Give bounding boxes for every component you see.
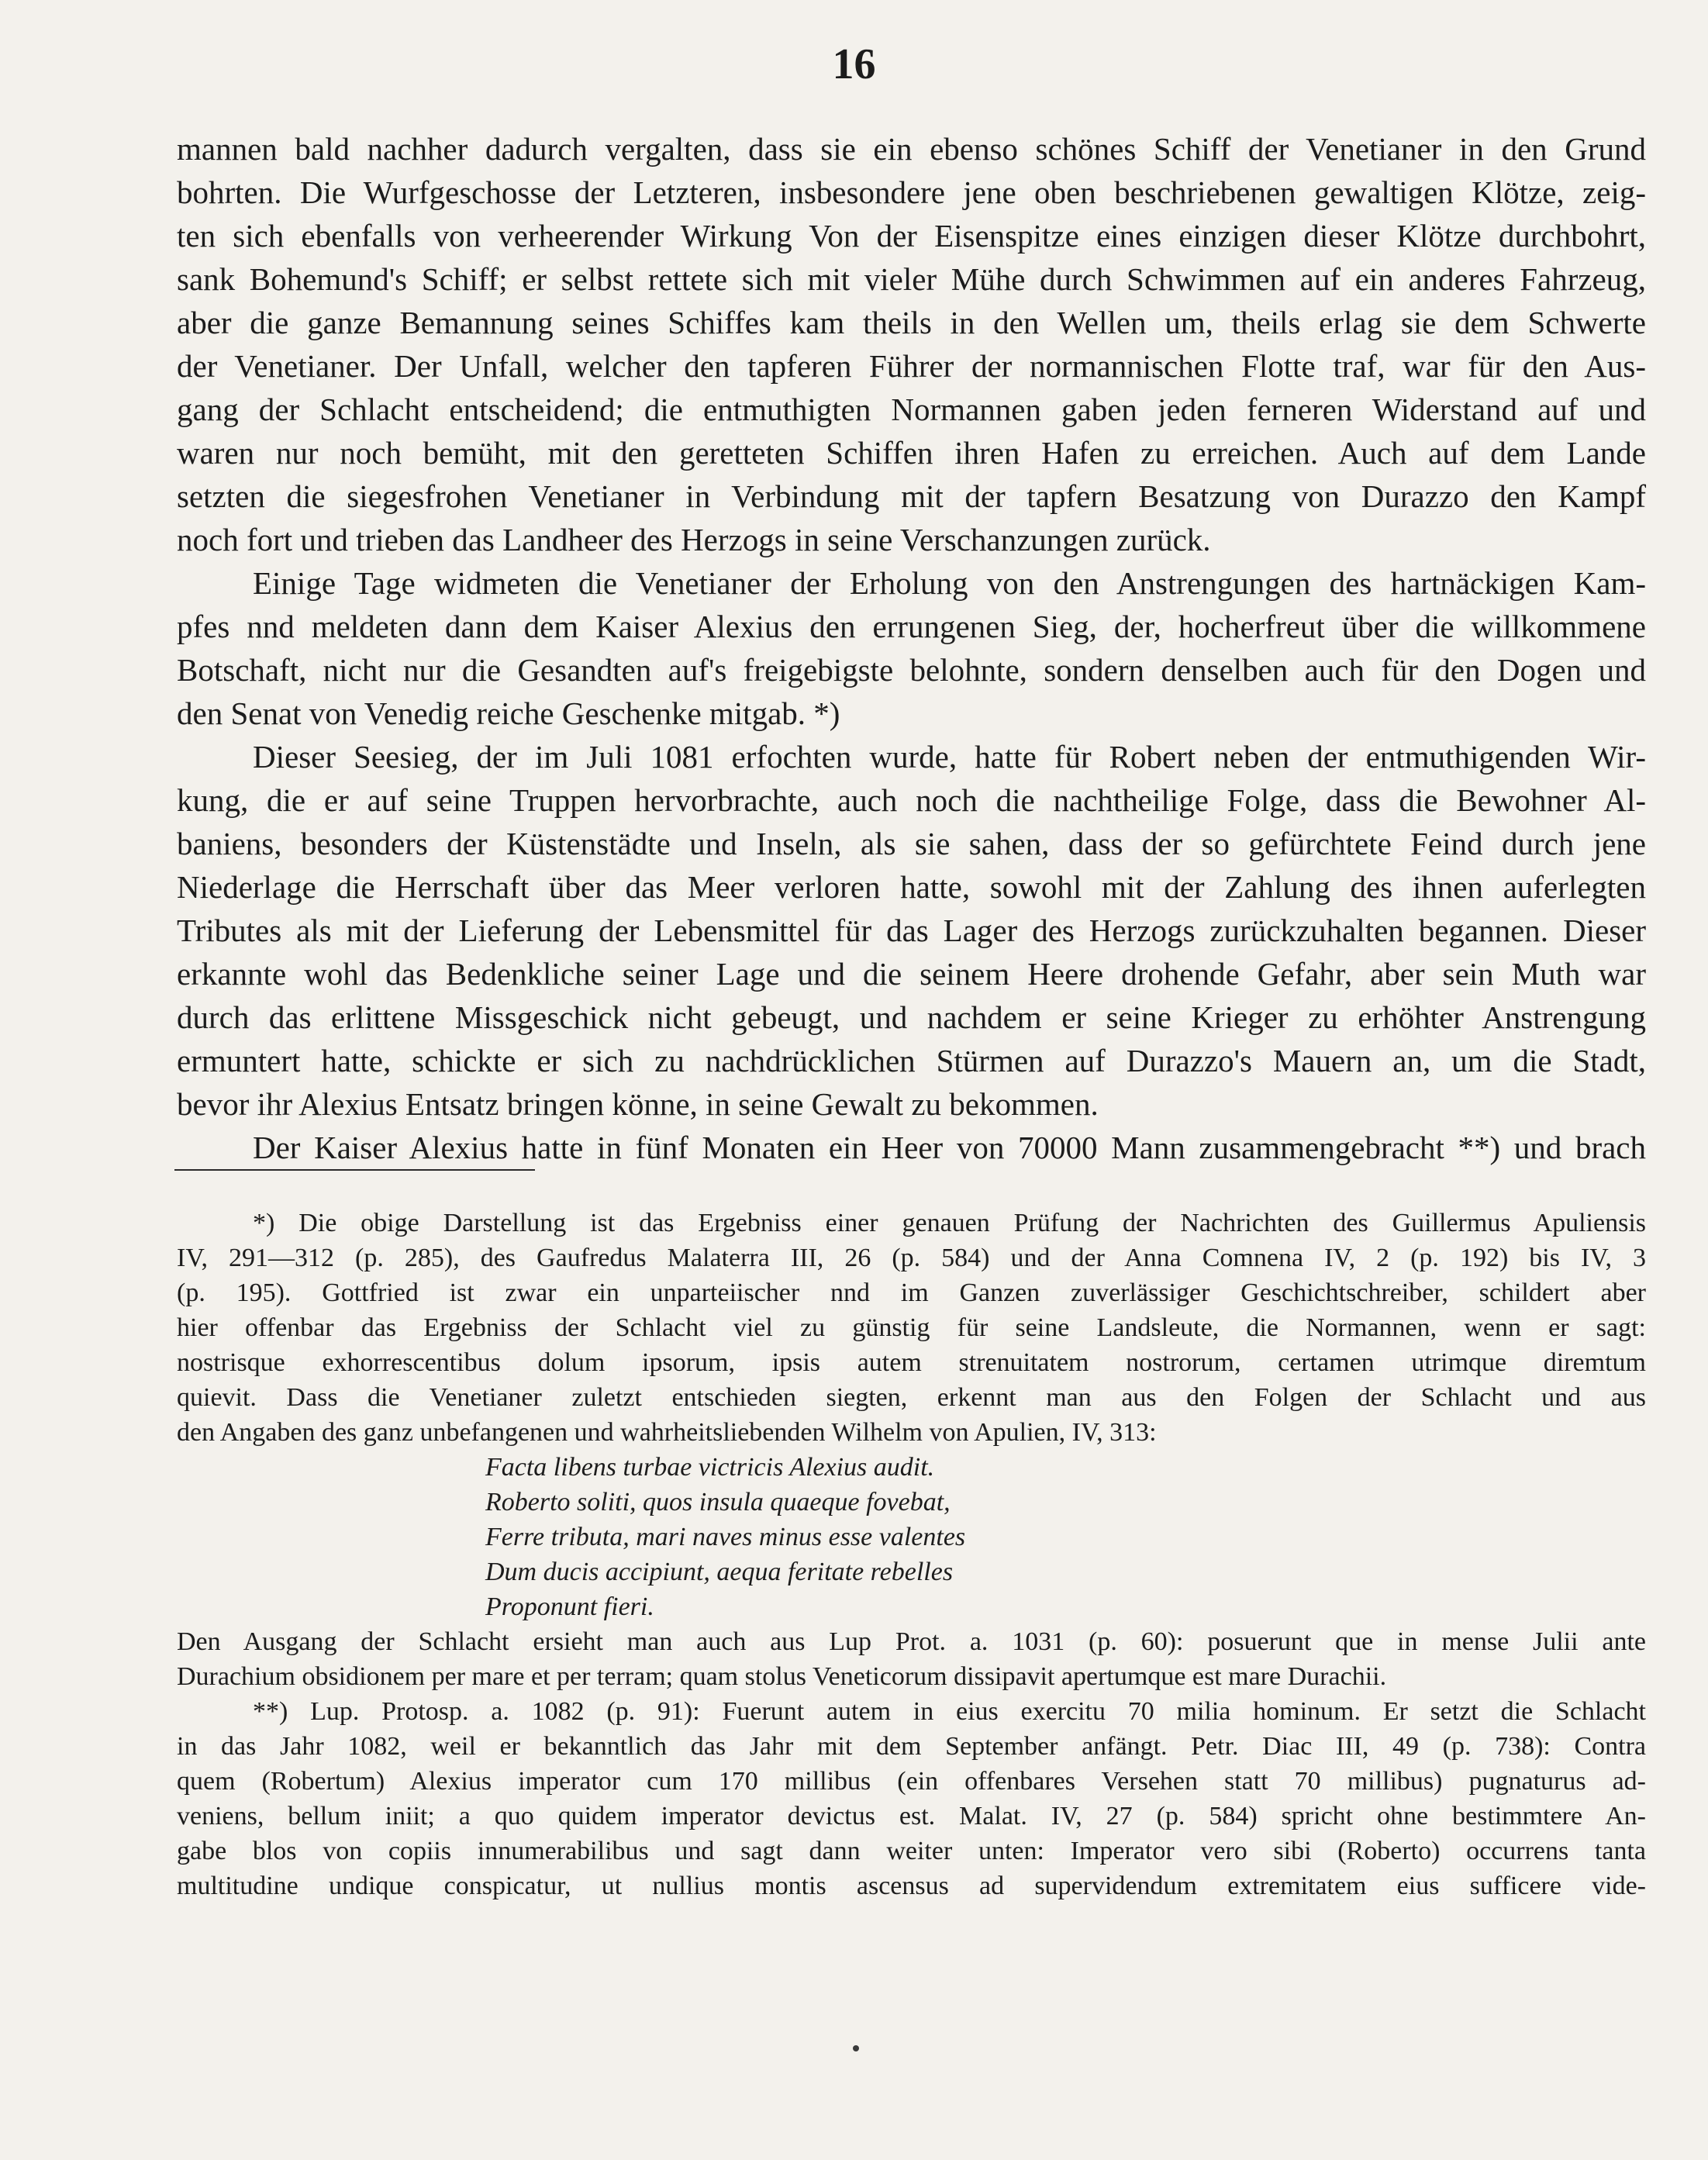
footnote-line: gabe blos von copiis innumerabilibus und sagt dann weiter unten: Imperator vero sibi (Roberto) occurrens tanta [177, 1837, 1646, 1865]
body-line: ermuntert hatte, schickte er sich zu nachdrücklichen Stürmen auf Durazzo's Mauern an, um die Stadt, [177, 1043, 1646, 1078]
page-number: 16 [832, 40, 876, 88]
verse-line: Roberto soliti, quos insula quaeque fovebat, [485, 1488, 951, 1516]
body-line: Dieser Seesieg, der im Juli 1081 erfochten wurde, hatte für Robert neben der entmuthigenden Wir- [253, 739, 1646, 775]
footnote-line: quem (Robertum) Alexius imperator cum 170 millibus (ein offenbares Versehen statt 70 millibus) pugnaturus ad- [177, 1767, 1646, 1796]
body-line: durch das erlittene Missgeschick nicht gebeugt, und nachdem er seine Krieger zu erhöhter Anstrengung [177, 999, 1646, 1035]
body-line: waren nur noch bemüht, mit den geretteten Schiffen ihren Hafen zu erreichen. Auch auf dem Lande [177, 435, 1646, 471]
ink-speck [853, 2045, 859, 2051]
body-line: gang der Schlacht entscheidend; die entmuthigten Normannen gaben jeden ferneren Widerstand auf und [177, 392, 1646, 427]
verse-line: Facta libens turbae victricis Alexius audit. [485, 1453, 935, 1482]
body-line: Botschaft, nicht nur die Gesandten auf's freigebigste belohnte, sondern denselben auch für den Dogen und [177, 652, 1646, 688]
body-line: Der Kaiser Alexius hatte in fünf Monaten ein Heer von 70000 Mann zusammengebracht **) und brach [253, 1130, 1646, 1165]
footnote-line: den Angaben des ganz unbefangenen und wahrheitsliebenden Wilhelm von Apulien, IV, 313: [177, 1418, 1157, 1447]
footnote-line: (p. 195). Gottfried ist zwar ein unparteiischer nnd im Ganzen zuverlässiger Geschichtschreiber, schildert aber [177, 1278, 1646, 1307]
footnote-line: in das Jahr 1082, weil er bekanntlich das Jahr mit dem September anfängt. Petr. Diac III, 49 (p. 738): Contra [177, 1732, 1646, 1761]
footnote-line: nostrisque exhorrescentibus dolum ipsorum, ipsis autem strenuitatem nostrorum, certamen utrimque diremtum [177, 1348, 1646, 1377]
body-line: erkannte wohl das Bedenkliche seiner Lage und die seinem Heere drohende Gefahr, aber sein Muth war [177, 956, 1646, 992]
body-line: bohrten. Die Wurfgeschosse der Letzteren, insbesondere jene oben beschriebenen gewaltigen Klötze, zeig- [177, 174, 1646, 210]
body-line: mannen bald nachher dadurch vergalten, dass sie ein ebenso schönes Schiff der Venetianer in den Grund [177, 131, 1646, 167]
body-line: der Venetianer. Der Unfall, welcher den tapferen Führer der normannischen Flotte traf, war für den Aus- [177, 348, 1646, 384]
footnote-line: Durachium obsidionem per mare et per terram; quam stolus Veneticorum dissipavit apertumque est mare Durachii. [177, 1662, 1387, 1691]
body-line: Einige Tage widmeten die Venetianer der Erholung von den Anstrengungen des hartnäckigen Kam- [253, 565, 1646, 601]
footnote-line: Den Ausgang der Schlacht ersieht man auch aus Lup Prot. a. 1031 (p. 60): posuerunt que in mense Julii ante [177, 1627, 1646, 1656]
footnote-line: IV, 291—312 (p. 285), des Gaufredus Malaterra III, 26 (p. 584) und der Anna Comnena IV, 2 (p. 192) bis IV, 3 [177, 1244, 1646, 1272]
footnote-line: hier offenbar das Ergebniss der Schlacht viel zu günstig für seine Landsleute, die Normannen, wenn er sagt: [177, 1313, 1646, 1342]
footnote-line: **) Lup. Protosp. a. 1082 (p. 91): Fuerunt autem in eius exercitu 70 milia hominum. Er setzt die Schlacht [253, 1697, 1646, 1726]
body-line: noch fort und trieben das Landheer des Herzogs in seine Verschanzungen zurück. [177, 522, 1211, 557]
body-line: kung, die er auf seine Truppen hervorbrachte, auch noch die nachtheilige Folge, dass die Bewohner Al- [177, 782, 1646, 818]
verse-line: Ferre tributa, mari naves minus esse valentes [485, 1523, 966, 1551]
body-line: setzten die siegesfrohen Venetianer in Verbindung mit der tapfern Besatzung von Durazzo den Kampf [177, 478, 1646, 514]
body-line: den Senat von Venedig reiche Geschenke mitgab. *) [177, 695, 840, 731]
footnote-line: quievit. Dass die Venetianer zuletzt entschieden siegten, erkennt man aus den Folgen der Schlacht und aus [177, 1383, 1646, 1412]
verse-line: Proponunt fieri. [485, 1592, 654, 1621]
body-line: bevor ihr Alexius Entsatz bringen könne, in seine Gewalt zu bekommen. [177, 1086, 1099, 1122]
footnote-separator [174, 1169, 535, 1171]
footnote-line: multitudine undique conspicatur, ut nullius montis ascensus ad supervidendum extremitatem eius sufficere vide- [177, 1872, 1646, 1900]
body-line: baniens, besonders der Küstenstädte und Inseln, als sie sahen, dass der so gefürchtete Feind durch jene [177, 826, 1646, 861]
body-line: sank Bohemund's Schiff; er selbst rettete sich mit vieler Mühe durch Schwimmen auf ein anderes Fahrzeug, [177, 261, 1646, 297]
body-line: aber die ganze Bemannung seines Schiffes kam theils in den Wellen um, theils erlag sie dem Schwerte [177, 305, 1646, 340]
body-line: Tributes als mit der Lieferung der Lebensmittel für das Lager des Herzogs zurückzuhalten begannen. Dieser [177, 913, 1646, 948]
body-line: ten sich ebenfalls von verheerender Wirkung Von der Eisenspitze eines einzigen dieser Klötze durchbohrt, [177, 218, 1646, 254]
body-line: Niederlage die Herrschaft über das Meer verloren hatte, sowohl mit der Zahlung des ihnen auferlegten [177, 869, 1646, 905]
footnote-line: *) Die obige Darstellung ist das Ergebniss einer genauen Prüfung der Nachrichten des Guillermus Apuliensis [253, 1209, 1646, 1237]
verse-line: Dum ducis accipiunt, aequa feritate rebelles [485, 1558, 954, 1586]
body-line: pfes nnd meldeten dann dem Kaiser Alexius den errungenen Sieg, der, hocherfreut über die willkommene [177, 609, 1646, 644]
footnote-line: veniens, bellum iniit; a quo quidem imperator devictus est. Malat. IV, 27 (p. 584) spricht ohne bestimmtere An- [177, 1802, 1646, 1830]
